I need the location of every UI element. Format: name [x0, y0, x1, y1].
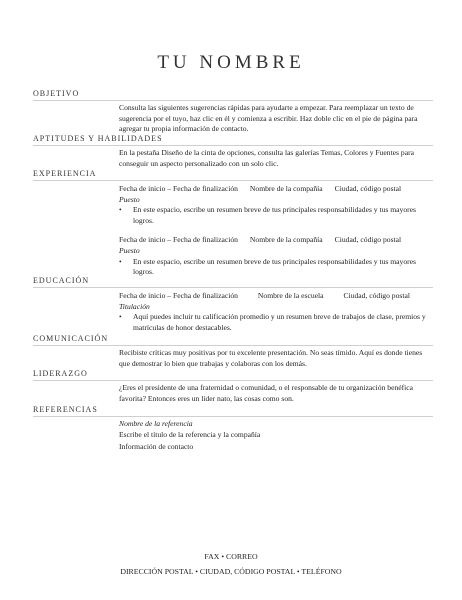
job-dates[interactable]: Fecha de inicio – Fecha de finalización [119, 184, 238, 193]
job-company[interactable]: Nombre de la compañía [249, 235, 323, 245]
reference-name[interactable]: Nombre de la referencia [119, 419, 193, 428]
job-meta-row [119, 235, 433, 246]
education-bullet-item [119, 312, 433, 333]
job-location[interactable]: Ciudad, código postal [334, 235, 402, 245]
educacion-body [119, 291, 433, 333]
comunicacion-body [119, 348, 433, 369]
section-aptitudes [33, 134, 433, 169]
liderazgo-body [119, 383, 433, 404]
bullet-icon: • [119, 256, 122, 266]
aptitudes-body [119, 148, 433, 169]
footer-line-address[interactable]: DIRECCIÓN POSTAL • CIUDAD, CÓDIGO POSTAL • TELÉFONO [120, 567, 342, 576]
section-experiencia [33, 169, 433, 278]
section-header-referencias: REFERENCIAS [33, 405, 433, 417]
bullet-icon: • [119, 312, 122, 322]
section-header-liderazgo: LIDERAZGO [33, 369, 433, 381]
job-entry [119, 235, 433, 277]
section-header-aptitudes: APTITUDES Y HABILIDADES [33, 134, 433, 146]
job-bullet-text[interactable]: En este espacio, escribe un resumen breve de tus principales responsabilidades y tus mayores logros. [133, 205, 416, 225]
experiencia-body [119, 184, 433, 278]
reference-position[interactable]: Escribe el título de la referencia y la compañía [119, 429, 261, 439]
education-bullet-text[interactable]: Aquí puedes incluir tu calificación promedio y un resumen breve de trabajos de clase, premios y matrículas de honor destacables. [133, 312, 426, 332]
referencias-body [119, 419, 433, 453]
job-entry [119, 184, 433, 226]
section-liderazgo [33, 369, 433, 404]
education-location[interactable]: Ciudad, código postal [343, 291, 410, 300]
job-role[interactable]: Puesto [119, 245, 140, 255]
liderazgo-text[interactable]: ¿Eres el presidente de una fraternidad o comunidad, o el responsable de tu organización benéfica favorita? Entonces eres un líder nato, las cosas como son. [119, 383, 413, 403]
job-role[interactable]: Puesto [119, 194, 140, 204]
footer-line-fax-email[interactable]: FAX • CORREO [204, 552, 258, 561]
resume-name[interactable]: TU NOMBRE [157, 52, 305, 73]
job-bullet-text[interactable]: En este espacio, escribe un resumen breve de tus principales responsabilidades y tus mayores logros. [133, 256, 416, 277]
education-degree[interactable]: Titulación [119, 301, 150, 311]
section-header-objetivo: OBJETIVO [33, 89, 433, 101]
job-meta-row [119, 184, 433, 195]
section-header-educacion: EDUCACIÓN [33, 276, 433, 288]
reference-contact[interactable]: Información de contacto [119, 442, 194, 452]
section-comunicacion [33, 334, 433, 369]
section-educacion [33, 276, 433, 333]
objetivo-body [119, 103, 433, 135]
section-header-comunicacion: COMUNICACIÓN [33, 334, 433, 346]
section-referencias [33, 405, 433, 453]
comunicacion-text[interactable]: Recibiste críticas muy positivas por tu excelente presentación. No seas tímido. Aquí es donde tienes que demostrar lo bien que trabajas y colaboras con los demás. [119, 348, 423, 368]
section-header-experiencia: EXPERIENCIA [33, 169, 433, 181]
job-location[interactable]: Ciudad, código postal [334, 184, 402, 193]
education-meta-row [119, 291, 433, 302]
objetivo-text[interactable]: Consulta las siguientes sugerencias rápidas para ayudarte a empezar. Para reemplazar un texto de sugerencia por el tuyo, haz clic en él y comienza a escribir. Haz doble clic en el pie de página para agregar tu propia información de contacto. [119, 103, 418, 134]
education-school[interactable]: Nombre de la escuela [257, 291, 324, 300]
job-dates[interactable]: Fecha de inicio – Fecha de finalización [119, 235, 238, 245]
education-dates[interactable]: Fecha de inicio – Fecha de finalización [119, 291, 238, 300]
section-objetivo [33, 89, 433, 135]
job-bullet-item [119, 205, 433, 226]
job-bullet-item [119, 257, 433, 278]
job-company[interactable]: Nombre de la compañía [249, 184, 323, 193]
aptitudes-text[interactable]: En la pestaña Diseño de la cinta de opciones, consulta las galerías Temas, Colores y Fuentes para conseguir un aspecto personalizado con un solo clic. [119, 148, 414, 168]
education-entry [119, 291, 433, 333]
bullet-icon: • [119, 205, 122, 215]
